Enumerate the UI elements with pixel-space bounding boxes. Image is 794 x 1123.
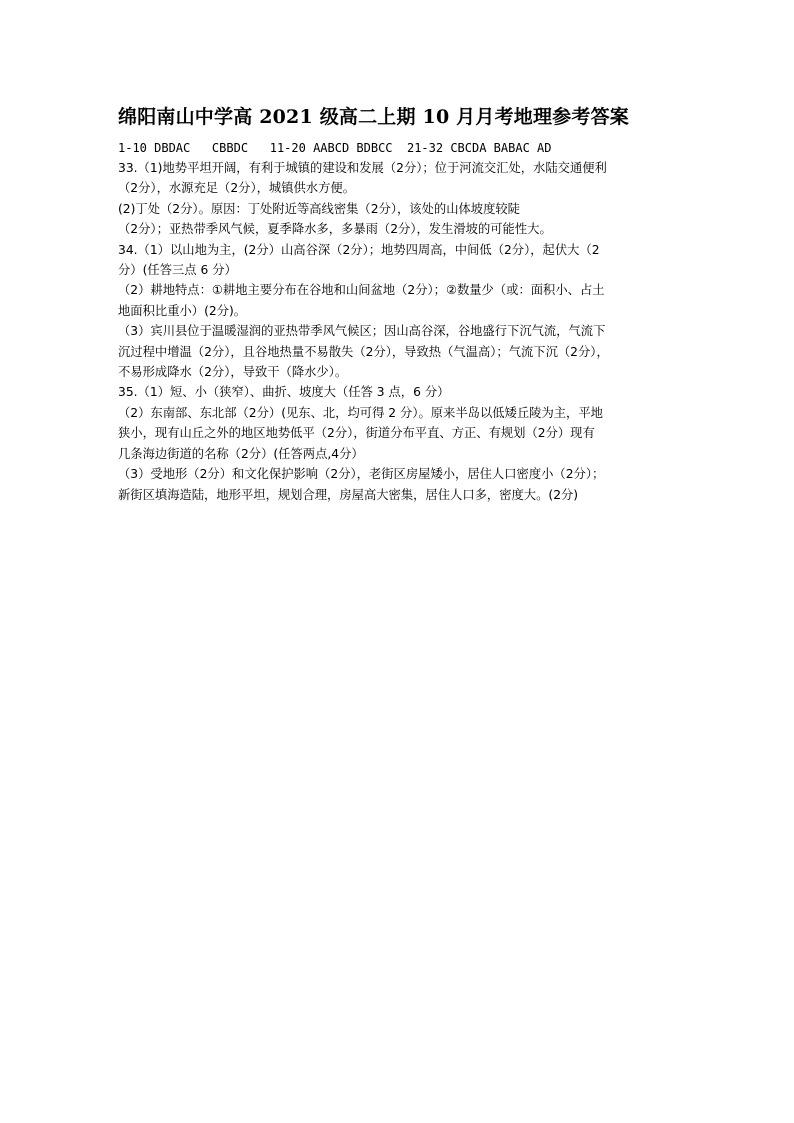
answer-line-q34-2a: （2）耕地特点：①耕地主要分布在谷地和山间盆地（2分）；②数量少（或：面积小、占土 [118,283,605,298]
answer-line-q34-3b: 沉过程中增温（2分），且谷地热量不易散失（2分），导致热（气温高）；气流下沉（2分）， [118,344,609,359]
answer-line-q34-1b: 分）(任答三点 6 分） [118,263,237,278]
multiple-choice-answers: 1-10 DBDAC CBBDC 11-20 AABCD BDBCC 21-32 CBCDA BABAC AD [118,141,552,155]
answer-line-q35-3a: （3）受地形（2分）和文化保护影响（2分），老街区房屋矮小，居住人口密度小（2分）； [118,467,605,482]
answer-line-q33-1a: 33.（1)地势平坦开阔，有利于城镇的建设和发展（2分）；位于河流交汇处，水陆交通便利 [118,161,607,175]
answer-line-q34-3a: （3）宾川县位于温暖湿润的亚热带季风气候区；因山高谷深，谷地盛行下沉气流，气流下 [118,324,606,339]
answer-line-q34-2b: 地面积比重小）(2分)。 [118,303,247,318]
answer-content [118,104,688,505]
answer-line-q34-3c: 不易形成降水（2分），导致干（降水少）。 [118,365,348,380]
answer-line-q33-2b: （2分）；亚热带季风气候，夏季降水多，多暴雨（2分），发生滑坡的可能性大。 [118,222,552,237]
answer-line-q35-1: 35.（1）短、小（狭窄）、曲折、坡度大（任答 3 点，6 分） [118,385,450,400]
answer-line-q35-2b: 狭小，现有山丘之外的地区地势低平（2分），街道分布平直、方正、有规划（2分）现有 [118,426,595,441]
answer-line-q35-2a: （2）东南部、东北部（2分）(见东、北，均可得 2 分）。原来半岛以低矮丘陵为主，平地 [118,405,603,420]
answer-line-q33-1b: （2分），水源充足（2分），城镇供水方便。 [118,181,355,196]
answer-line-q35-2c: 几条海边街道的名称（2分）(任答两点,4分） [118,446,364,461]
answer-line-q34-1a: 34.（1）以山地为主，(2分）山高谷深（2分）；地势四周高，中间低（2分），起伏大（2 [118,242,600,257]
answer-line-q35-3b: 新街区填海造陆，地形平坦，规划合理，房屋高大密集，居住人口多，密度大。(2分) [118,487,579,502]
answer-line-q33-2a: (2)丁处（2分）。原因：丁处附近等高线密集（2分），该处的山体坡度较陡 [118,201,520,216]
page-title: 绵阳南山中学高 2021 级高二上期 10 月月考地理参考答案 [118,106,629,128]
